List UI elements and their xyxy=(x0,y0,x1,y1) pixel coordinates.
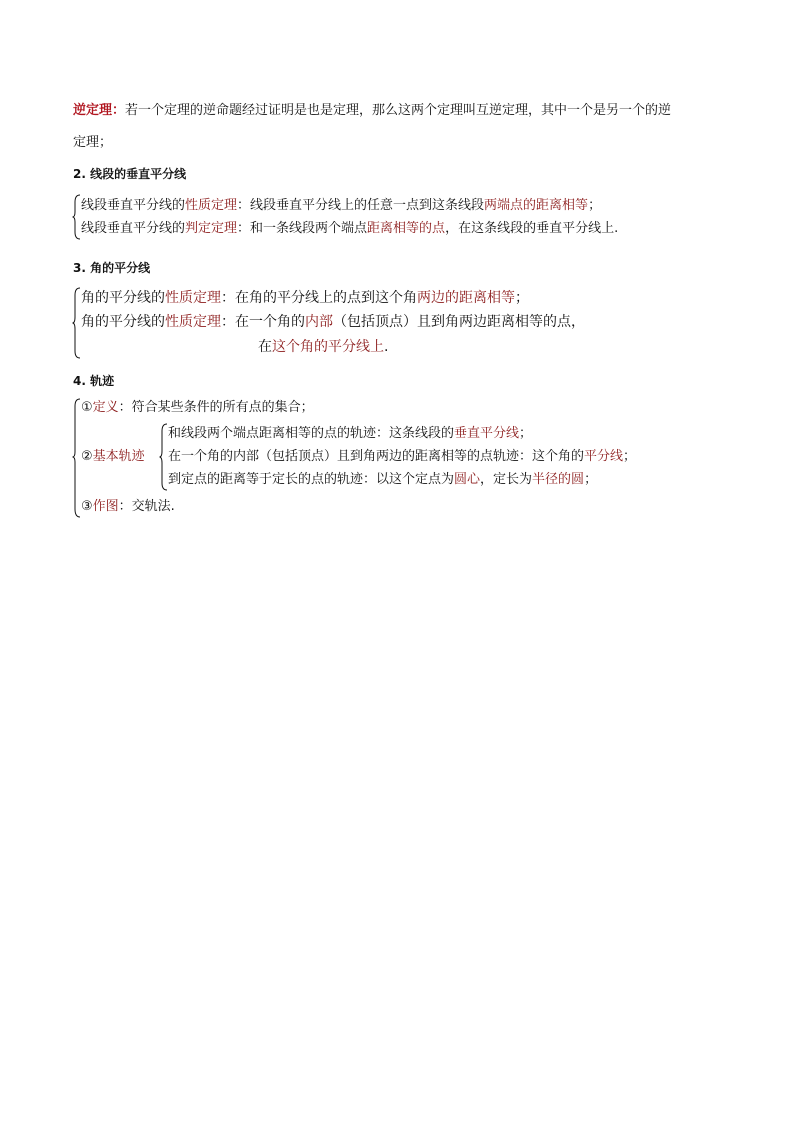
s3-row1-mid: ：在角的平分线上的点到这个角 xyxy=(221,290,417,306)
s3-row2-property-theorem: 性质定理 xyxy=(165,314,221,330)
converse-theorem-text: 若一个定理的逆命题经过证明是也是定理，那么这两个定理叫互逆定理，其中一个是另一个的逆 xyxy=(125,103,672,118)
locus1-highlight: 垂直平分线 xyxy=(454,426,520,441)
s2-row2-mid: ：和一条线段两个端点 xyxy=(237,221,368,236)
s3-row3-pre: 在 xyxy=(258,339,272,355)
s3-row2-post: （包括顶点）且到角两边距离相等的点， xyxy=(333,314,585,330)
section-3-row-3 xyxy=(258,338,388,356)
section-4-item-construction xyxy=(81,499,175,515)
basic-locus-3 xyxy=(168,472,597,488)
s3-row1-property-theorem: 性质定理 xyxy=(165,290,221,306)
s3-row2-highlight: 内部 xyxy=(305,314,333,330)
s2-row1-post: ； xyxy=(588,198,602,213)
locus2-post: ； xyxy=(623,449,637,464)
section-4-item-basic-loci xyxy=(81,449,145,465)
locus1-pre: 和线段两个端点距离相等的点的轨迹：这条线段的 xyxy=(168,426,455,441)
basic-locus-2 xyxy=(168,449,636,465)
converse-theorem-label: 逆定理： xyxy=(73,103,126,118)
item1-text: ：符合某些条件的所有点的集合； xyxy=(118,400,314,415)
locus1-post: ； xyxy=(519,426,533,441)
basic-locus-1 xyxy=(168,426,532,442)
section-3-row-1 xyxy=(81,289,529,307)
item3-text: ：交轨法. xyxy=(118,499,175,514)
s2-row2-post: ，在这条线段的垂直平分线上. xyxy=(445,221,619,236)
s3-row2-mid: ：在一个角的 xyxy=(221,314,305,330)
locus2-highlight: 平分线 xyxy=(584,449,624,464)
locus3-highlight-center: 圆心 xyxy=(454,472,481,487)
item2-label: 基本轨迹 xyxy=(92,449,145,464)
item2-number: ② xyxy=(81,449,93,464)
s3-row1-highlight: 两边的距离相等 xyxy=(417,290,515,306)
section-2-row-2 xyxy=(81,221,618,237)
converse-theorem-line1 xyxy=(73,103,671,119)
locus3-pre: 到定点的距离等于定长的点的轨迹：以这个定点为 xyxy=(168,472,455,487)
item1-label: 定义 xyxy=(92,400,119,415)
section-3-row-2 xyxy=(81,313,585,331)
s3-row3-post: . xyxy=(384,339,389,355)
s2-row1-pre: 线段垂直平分线的 xyxy=(81,198,186,213)
locus2-pre: 在一个角的内部（包括顶点）且到角两边的距离相等的点轨迹：这个角的 xyxy=(168,449,585,464)
s2-row1-mid: ：线段垂直平分线上的任意一点到这条线段 xyxy=(237,198,485,213)
section-2-heading: 2. 线段的垂直平分线 xyxy=(73,167,187,181)
s3-row2-pre: 角的平分线的 xyxy=(81,314,165,330)
s2-row1-property-theorem: 性质定理 xyxy=(185,198,238,213)
section-4-heading: 4. 轨迹 xyxy=(73,374,115,388)
locus3-mid: ，定长为 xyxy=(480,472,533,487)
converse-theorem-text2: 定理； xyxy=(73,135,113,150)
item3-number: ③ xyxy=(81,499,93,514)
section-2-row-1 xyxy=(81,198,601,214)
locus3-post: ； xyxy=(584,472,598,487)
s2-row1-highlight: 两端点的距离相等 xyxy=(484,198,589,213)
s2-row2-highlight: 距离相等的点 xyxy=(367,221,446,236)
s3-row1-pre: 角的平分线的 xyxy=(81,290,165,306)
item3-label: 作图 xyxy=(92,499,119,514)
s2-row2-pre: 线段垂直平分线的 xyxy=(81,221,186,236)
section-4-item-definition xyxy=(81,400,314,416)
locus3-highlight-radius: 半径的圆 xyxy=(532,472,585,487)
s3-row1-post: ； xyxy=(515,290,529,306)
s2-row2-determination-theorem: 判定定理 xyxy=(185,221,238,236)
converse-theorem-line2 xyxy=(73,135,112,151)
section-3-heading: 3. 角的平分线 xyxy=(73,261,151,275)
s3-row3-highlight: 这个角的平分线上 xyxy=(272,339,384,355)
item1-number: ① xyxy=(81,400,93,415)
